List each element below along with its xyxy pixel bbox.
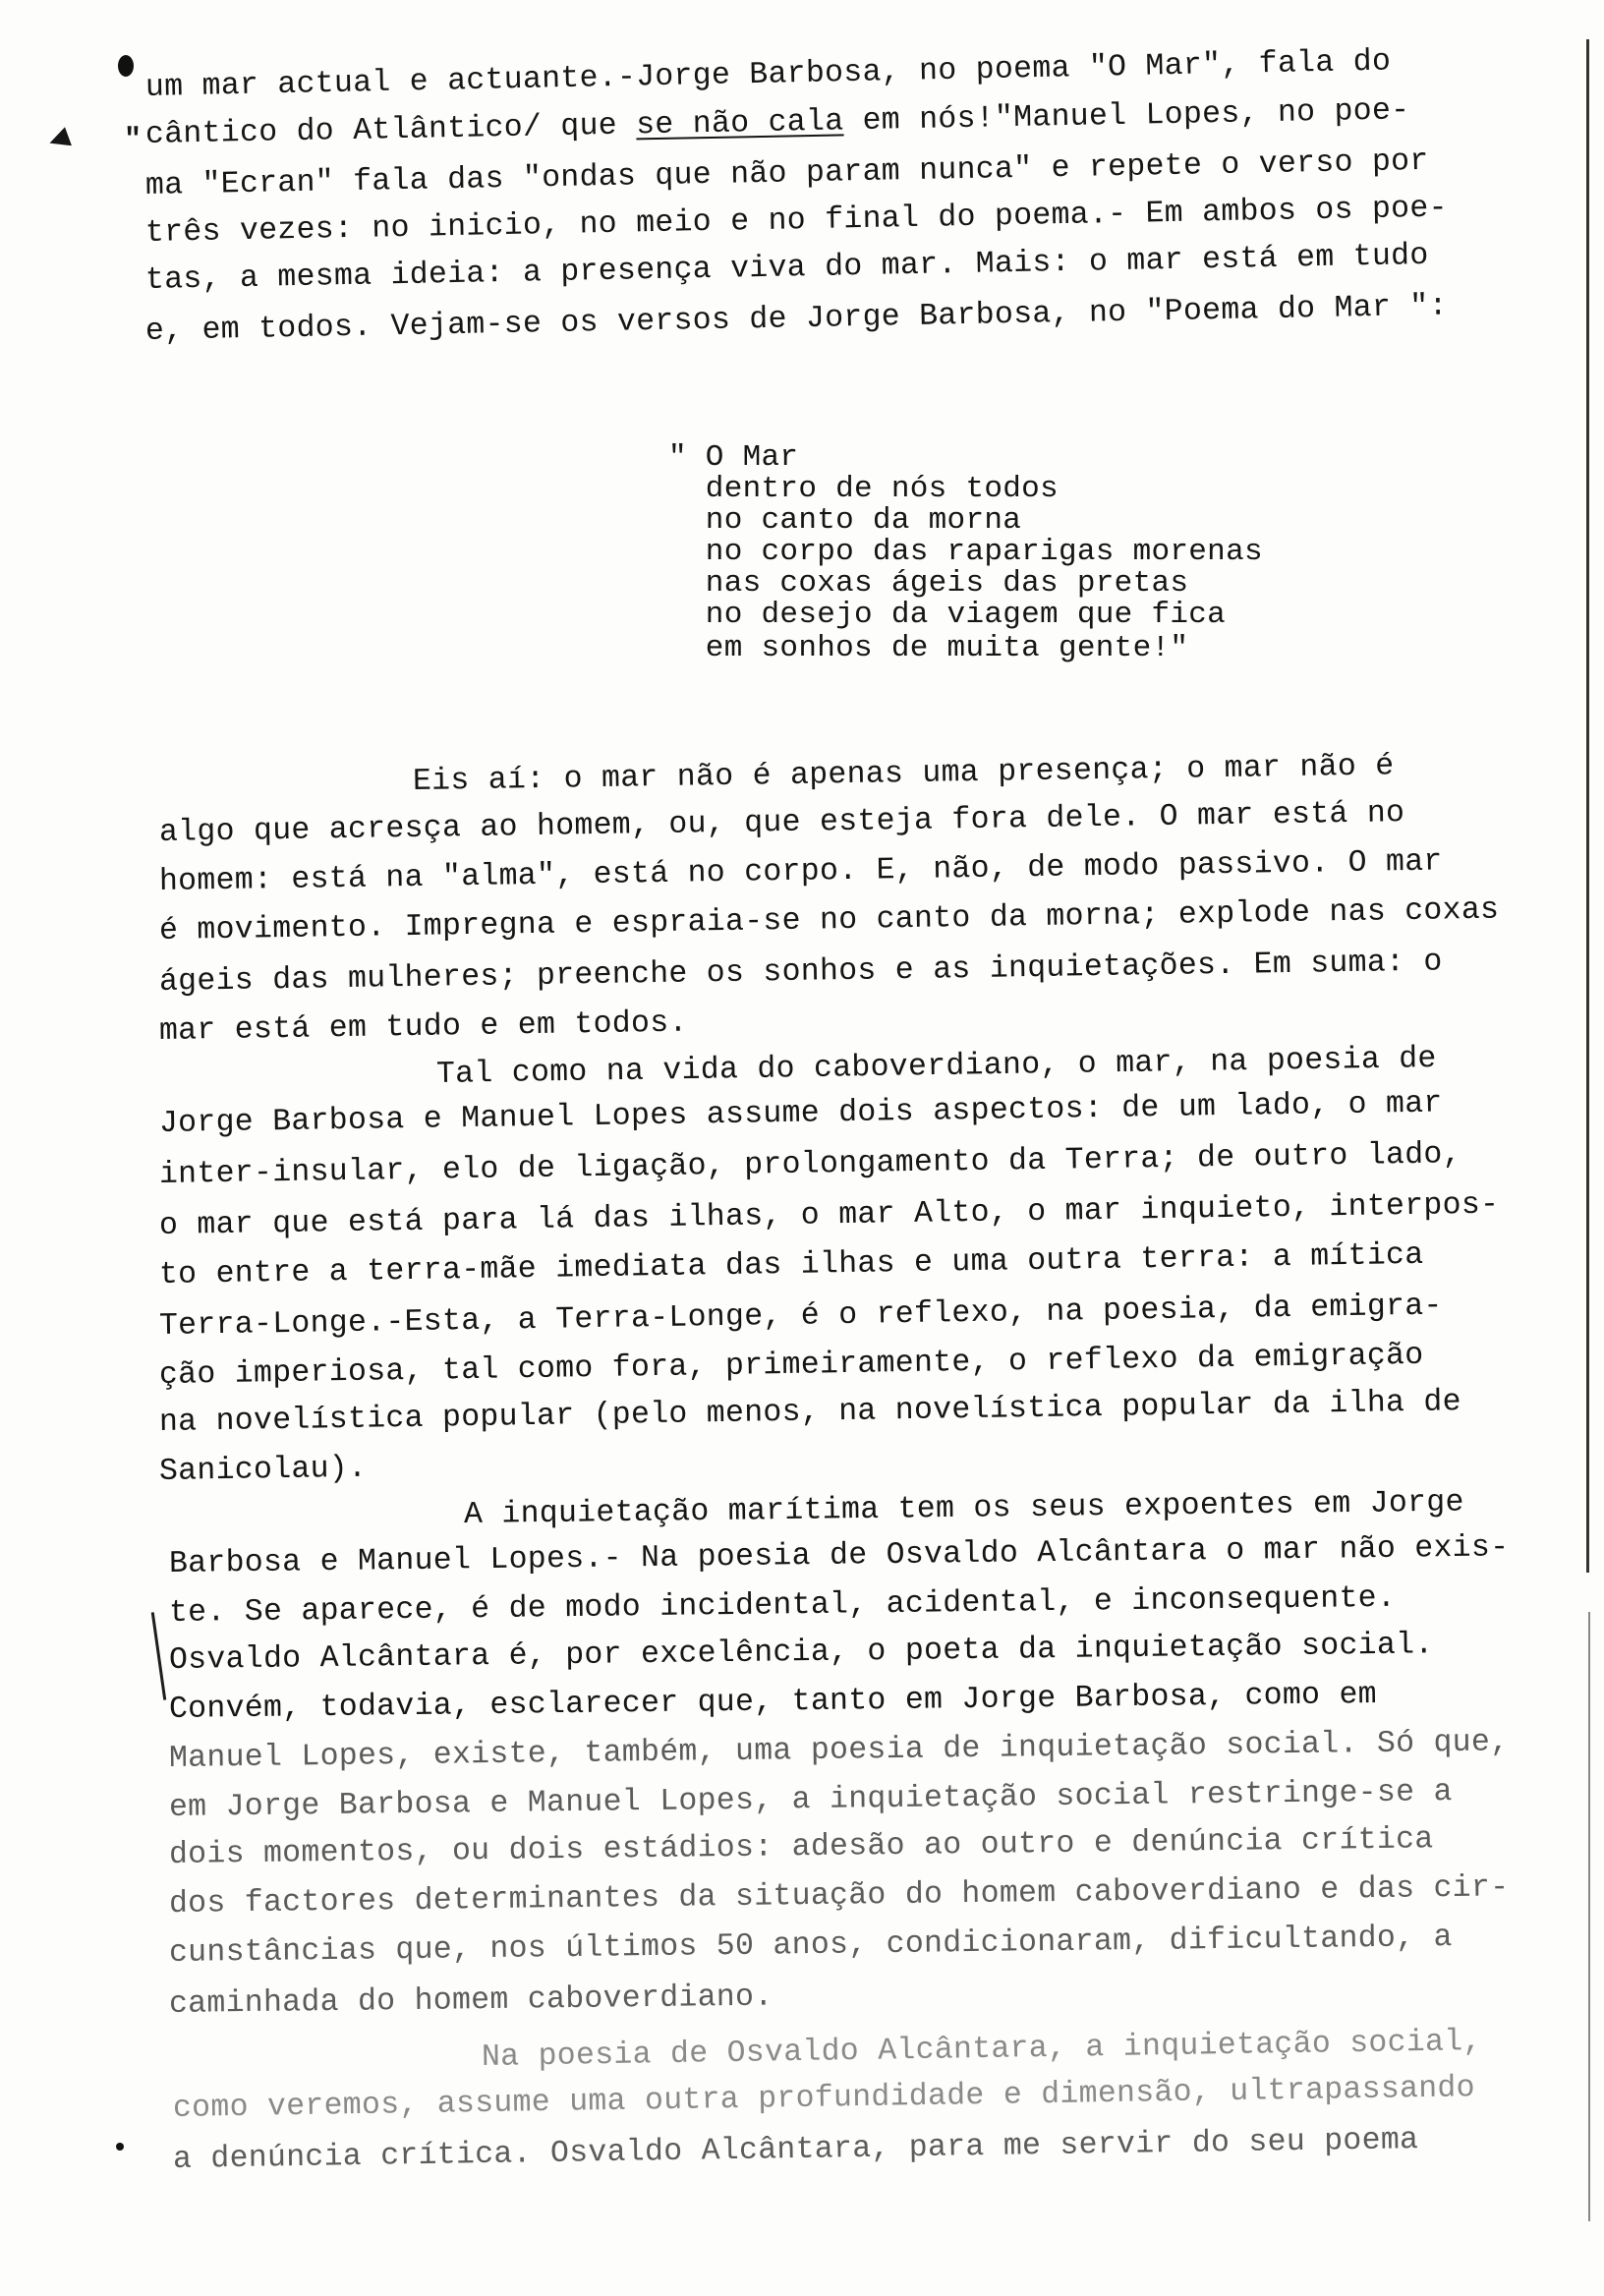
poem-line: no canto da morna [668, 503, 1022, 538]
text-line: Convém, todavia, esclarecer que, tanto em Jorge Barbosa, como em [168, 1677, 1378, 1727]
text-line: Na poesia de Osvaldo Alcântara, a inquietação social, [481, 2025, 1482, 2075]
poem-line: nas coxas ágeis das pretas [668, 566, 1189, 601]
text-line: inter-insular, elo de ligação, prolongamento da Terra; de outro lado, [158, 1137, 1462, 1192]
text-line: um mar actual e actuante.-Jorge Barbosa, no poema "O Mar", fala do [144, 44, 1392, 105]
margin-dot [116, 2143, 124, 2151]
text-line: dois momentos, ou dois estádios: adesão ao outro e denúncia crítica [168, 1822, 1434, 1872]
underlined-phrase: se não cala [635, 104, 844, 144]
ink-blot [118, 55, 134, 77]
poem-line: no corpo das raparigas morenas [668, 535, 1263, 569]
page-edge-line [1586, 39, 1589, 1573]
text-line: Sanicolau). [158, 1451, 368, 1489]
text-line: caminhada do homem caboverdiano. [168, 1980, 773, 2022]
text-line: o mar que está para lá das ilhas, o mar Alto, o mar inquieto, interpos- [158, 1187, 1500, 1243]
text-line: Manuel Lopes, existe, também, uma poesia de inquietação social. Só que, [168, 1725, 1510, 1776]
text-line: algo que acresça ao homem, ou, que esteja fora dele. O mar está no [158, 796, 1405, 850]
text-line: e, em todos. Vejam-se os versos de Jorge Barbosa, no "Poema do Mar ": [144, 289, 1449, 349]
text-line: três vezes: no inicio, no meio e no final do poema.- Em ambos os poe- [144, 191, 1449, 251]
text-line: cunstâncias que, nos últimos 50 anos, condicionaram, dificultando, a [168, 1921, 1453, 1971]
text-line: tas, a mesma ideia: a presença viva do mar. Mais: o mar está em tudo [144, 238, 1429, 298]
text-line: te. Se aparece, é de modo incidental, acidental, e inconsequente. [168, 1580, 1397, 1631]
text-line: é movimento. Impregna e espraia-se no canto da morna; explode nas coxas [158, 892, 1500, 948]
text-line: Osvaldo Alcântara é, por excelência, o poeta da inquietação social. [168, 1628, 1434, 1678]
poem-line: dentro de nós todos [668, 472, 1059, 506]
text-line: ágeis das mulheres; preenche os sonhos e as inquietações. Em suma: o [158, 945, 1443, 1000]
poem-line: no desejo da viagem que fica [668, 598, 1227, 632]
text-line: na novelística popular (pelo menos, na novelística popular da ilha de [158, 1385, 1462, 1440]
text-line: ma "Ecran" fala das "ondas que não param nunca" e repete o verso por [144, 144, 1429, 203]
margin-check-mark [151, 1612, 166, 1700]
text-segment: cântico do Atlântico/ que [144, 108, 637, 152]
text-line: Eis aí: o mar não é apenas uma presença; o mar não é [412, 749, 1395, 799]
text-line: ção imperiosa, tal como fora, primeiramente, o reflexo da emigração [158, 1338, 1424, 1393]
text-line: Tal como na vida do caboverdiano, o mar, na poesia de [435, 1042, 1437, 1092]
poem-line: em sonhos de muita gente!" [668, 631, 1189, 665]
text-line: A inquietação marítima tem os seus expoentes em Jorge [463, 1485, 1464, 1532]
text-line: Barbosa e Manuel Lopes.- Na poesia de Osvaldo Alcântara o mar não exis- [168, 1530, 1510, 1581]
text-line: homem: está na "alma", está no corpo. E, não, de modo passivo. O mar [158, 844, 1443, 899]
margin-quote-mark: " [124, 124, 143, 157]
poem-line: " O Mar [668, 440, 799, 475]
text-line: em Jorge Barbosa e Manuel Lopes, a inquietação social restringe-se a [168, 1775, 1453, 1825]
text-line: mar está em tudo e em todos. [158, 1005, 688, 1049]
text-line: to entre a terra-mãe imediata das ilhas e uma outra terra: a mítica [158, 1237, 1424, 1292]
text-line: como veremos, assume uma outra profundidade e dimensão, ultrapassando [172, 2071, 1476, 2126]
text-line: Terra-Longe.-Esta, a Terra-Longe, é o reflexo, na poesia, da emigra- [158, 1289, 1443, 1344]
text-line: dos factores determinantes da situação do homem caboverdiano e das cir- [168, 1870, 1510, 1922]
text-segment: em nós!"Manuel Lopes, no poe- [843, 93, 1410, 140]
margin-mark: ◀ [43, 119, 76, 162]
text-line: Jorge Barbosa e Manuel Lopes assume dois aspectos: de um lado, o mar [158, 1086, 1443, 1141]
text-line: a denúncia crítica. Osvaldo Alcântara, para me servir do seu poema [172, 2123, 1419, 2177]
page-edge-line-lower [1588, 1612, 1590, 2221]
